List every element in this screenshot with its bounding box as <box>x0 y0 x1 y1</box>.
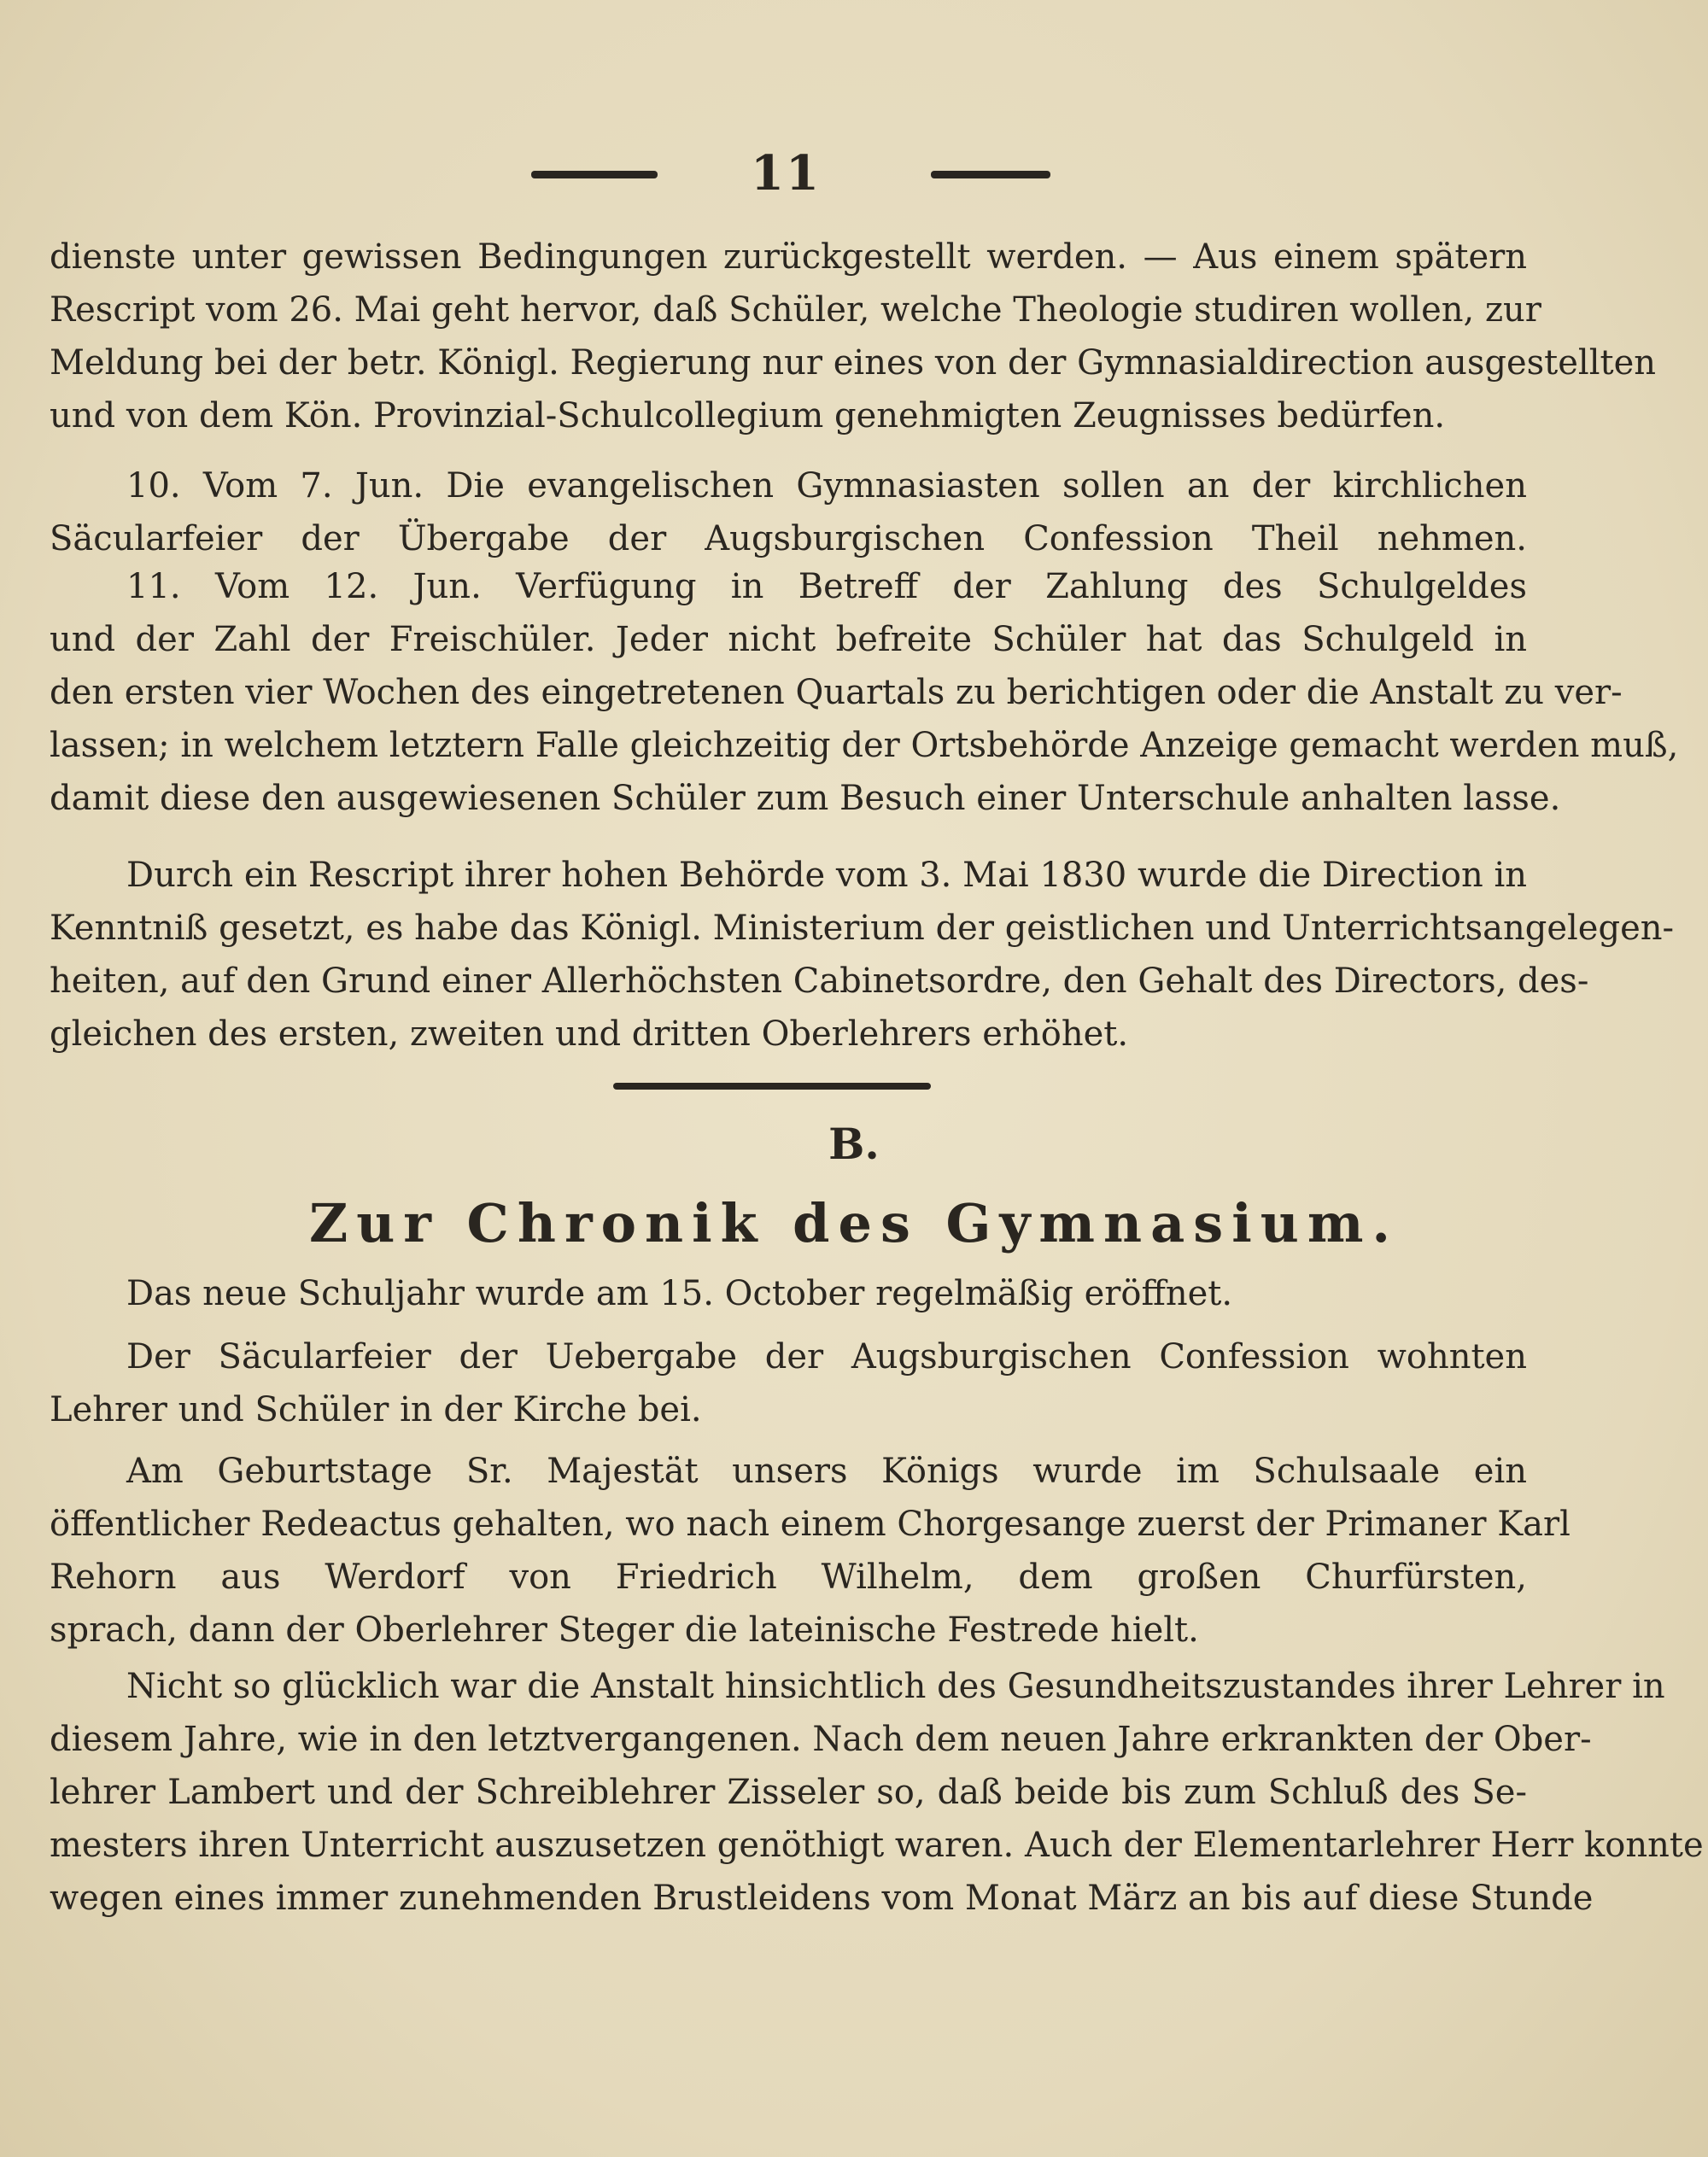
chronik-paragraph-1 <box>50 1267 1527 1320</box>
text-line: Lehrer und Schüler in der Kirche bei. <box>50 1390 702 1429</box>
text-line: damit diese den ausgewiesenen Schüler zum Besuch einer Unterschule anhalten lasse. <box>50 779 1561 818</box>
text-line: sprach, dann der Oberlehrer Steger die lateinische Festrede hielt. <box>50 1610 1199 1650</box>
text-line: diesem Jahre, wie in den letztvergangenen. Nach dem neuen Jahre erkrankten der Ober- <box>50 1720 1592 1759</box>
text-line: wegen eines immer zunehmenden Brustleidens vom Monat März an bis auf diese Stunde <box>50 1879 1594 1918</box>
paragraph-continuation <box>50 231 1656 442</box>
text-line: gleichen des ersten, zweiten und dritten Oberlehrers erhöhet. <box>50 1014 1129 1054</box>
text-line: Rehorn aus Werdorf von Friedrich Wilhelm, dem großen Churfürsten, <box>50 1558 1527 1597</box>
chronik-paragraph-3 <box>50 1445 1571 1657</box>
section-title: Zur Chronik des Gymnasium. <box>308 1192 1400 1254</box>
text-line: dienste unter gewissen Bedingungen zurückgestellt werden. — Aus einem spätern <box>50 237 1527 277</box>
text-line: lassen; in welchem letztern Falle gleichzeitig der Ortsbehörde Anzeige gemacht werden muß, <box>50 726 1679 765</box>
text-line: 10. Vom 7. Jun. Die evangelischen Gymnasiasten sollen an der kirchlichen <box>126 466 1527 506</box>
page-header <box>0 145 1708 205</box>
text-line: Kenntniß gesetzt, es habe das Königl. Ministerium der geistlichen und Unterrichtsangelegen- <box>50 909 1675 948</box>
text-line: Durch ein Rescript ihrer hohen Behörde vom 3. Mai 1830 wurde die Direction in <box>126 856 1527 895</box>
text-line: öffentlicher Redeactus gehalten, wo nach einem Chorgesange zuerst der Primaner Karl <box>50 1505 1571 1544</box>
text-line: Rescript vom 26. Mai geht hervor, daß Schüler, welche Theologie studiren wollen, zur <box>50 290 1541 330</box>
list-item-11 <box>50 560 1679 825</box>
text-line: und der Zahl der Freischüler. Jeder nicht befreite Schüler hat das Schulgeld in <box>50 620 1527 659</box>
section-label: B. <box>828 1119 880 1169</box>
chronik-paragraph-2 <box>50 1330 1527 1436</box>
text-line: Säcularfeier der Übergabe der Augsburgischen Confession Theil nehmen. <box>50 519 1527 558</box>
text-line: Am Geburtstage Sr. Majestät unsers Königs wurde im Schulsaale ein <box>126 1452 1527 1491</box>
header-rule-left <box>531 171 658 178</box>
text-line: den ersten vier Wochen des eingetretenen Quartals zu berichtigen oder die Anstalt zu ver- <box>50 673 1623 712</box>
text-line: lehrer Lambert und der Schreiblehrer Zisseler so, daß beide bis zum Schluß des Se- <box>50 1773 1527 1812</box>
text-line: Das neue Schuljahr wurde am 15. October regelmäßig eröffnet. <box>126 1274 1233 1313</box>
text-line: 11. Vom 12. Jun. Verfügung in Betreff der Zahlung des Schulgeldes <box>126 567 1527 606</box>
text-line: heiten, auf den Grund einer Allerhöchsten Cabinetsordre, den Gehalt des Directors, des- <box>50 962 1589 1001</box>
page-number: 11 <box>751 145 821 202</box>
text-line: Meldung bei der betr. Königl. Regierung nur eines von der Gymnasialdirection ausgestellten <box>50 343 1656 383</box>
text-line: Nicht so glücklich war die Anstalt hinsichtlich des Gesundheitszustandes ihrer Lehrer in <box>126 1667 1665 1706</box>
paragraph-rescript <box>50 849 1675 1061</box>
text-line: Der Säcularfeier der Uebergabe der Augsburgischen Confession wohnten <box>126 1337 1527 1377</box>
list-item-10 <box>50 459 1527 565</box>
section-divider <box>613 1083 931 1090</box>
header-rule-right <box>931 171 1050 178</box>
chronik-paragraph-4 <box>50 1660 1704 1925</box>
text-line: und von dem Kön. Provinzial-Schulcollegium genehmigten Zeugnisses bedürfen. <box>50 396 1446 435</box>
text-line: mesters ihren Unterricht auszusetzen genöthigt waren. Auch der Elementarlehrer Herr konnte <box>50 1826 1704 1865</box>
